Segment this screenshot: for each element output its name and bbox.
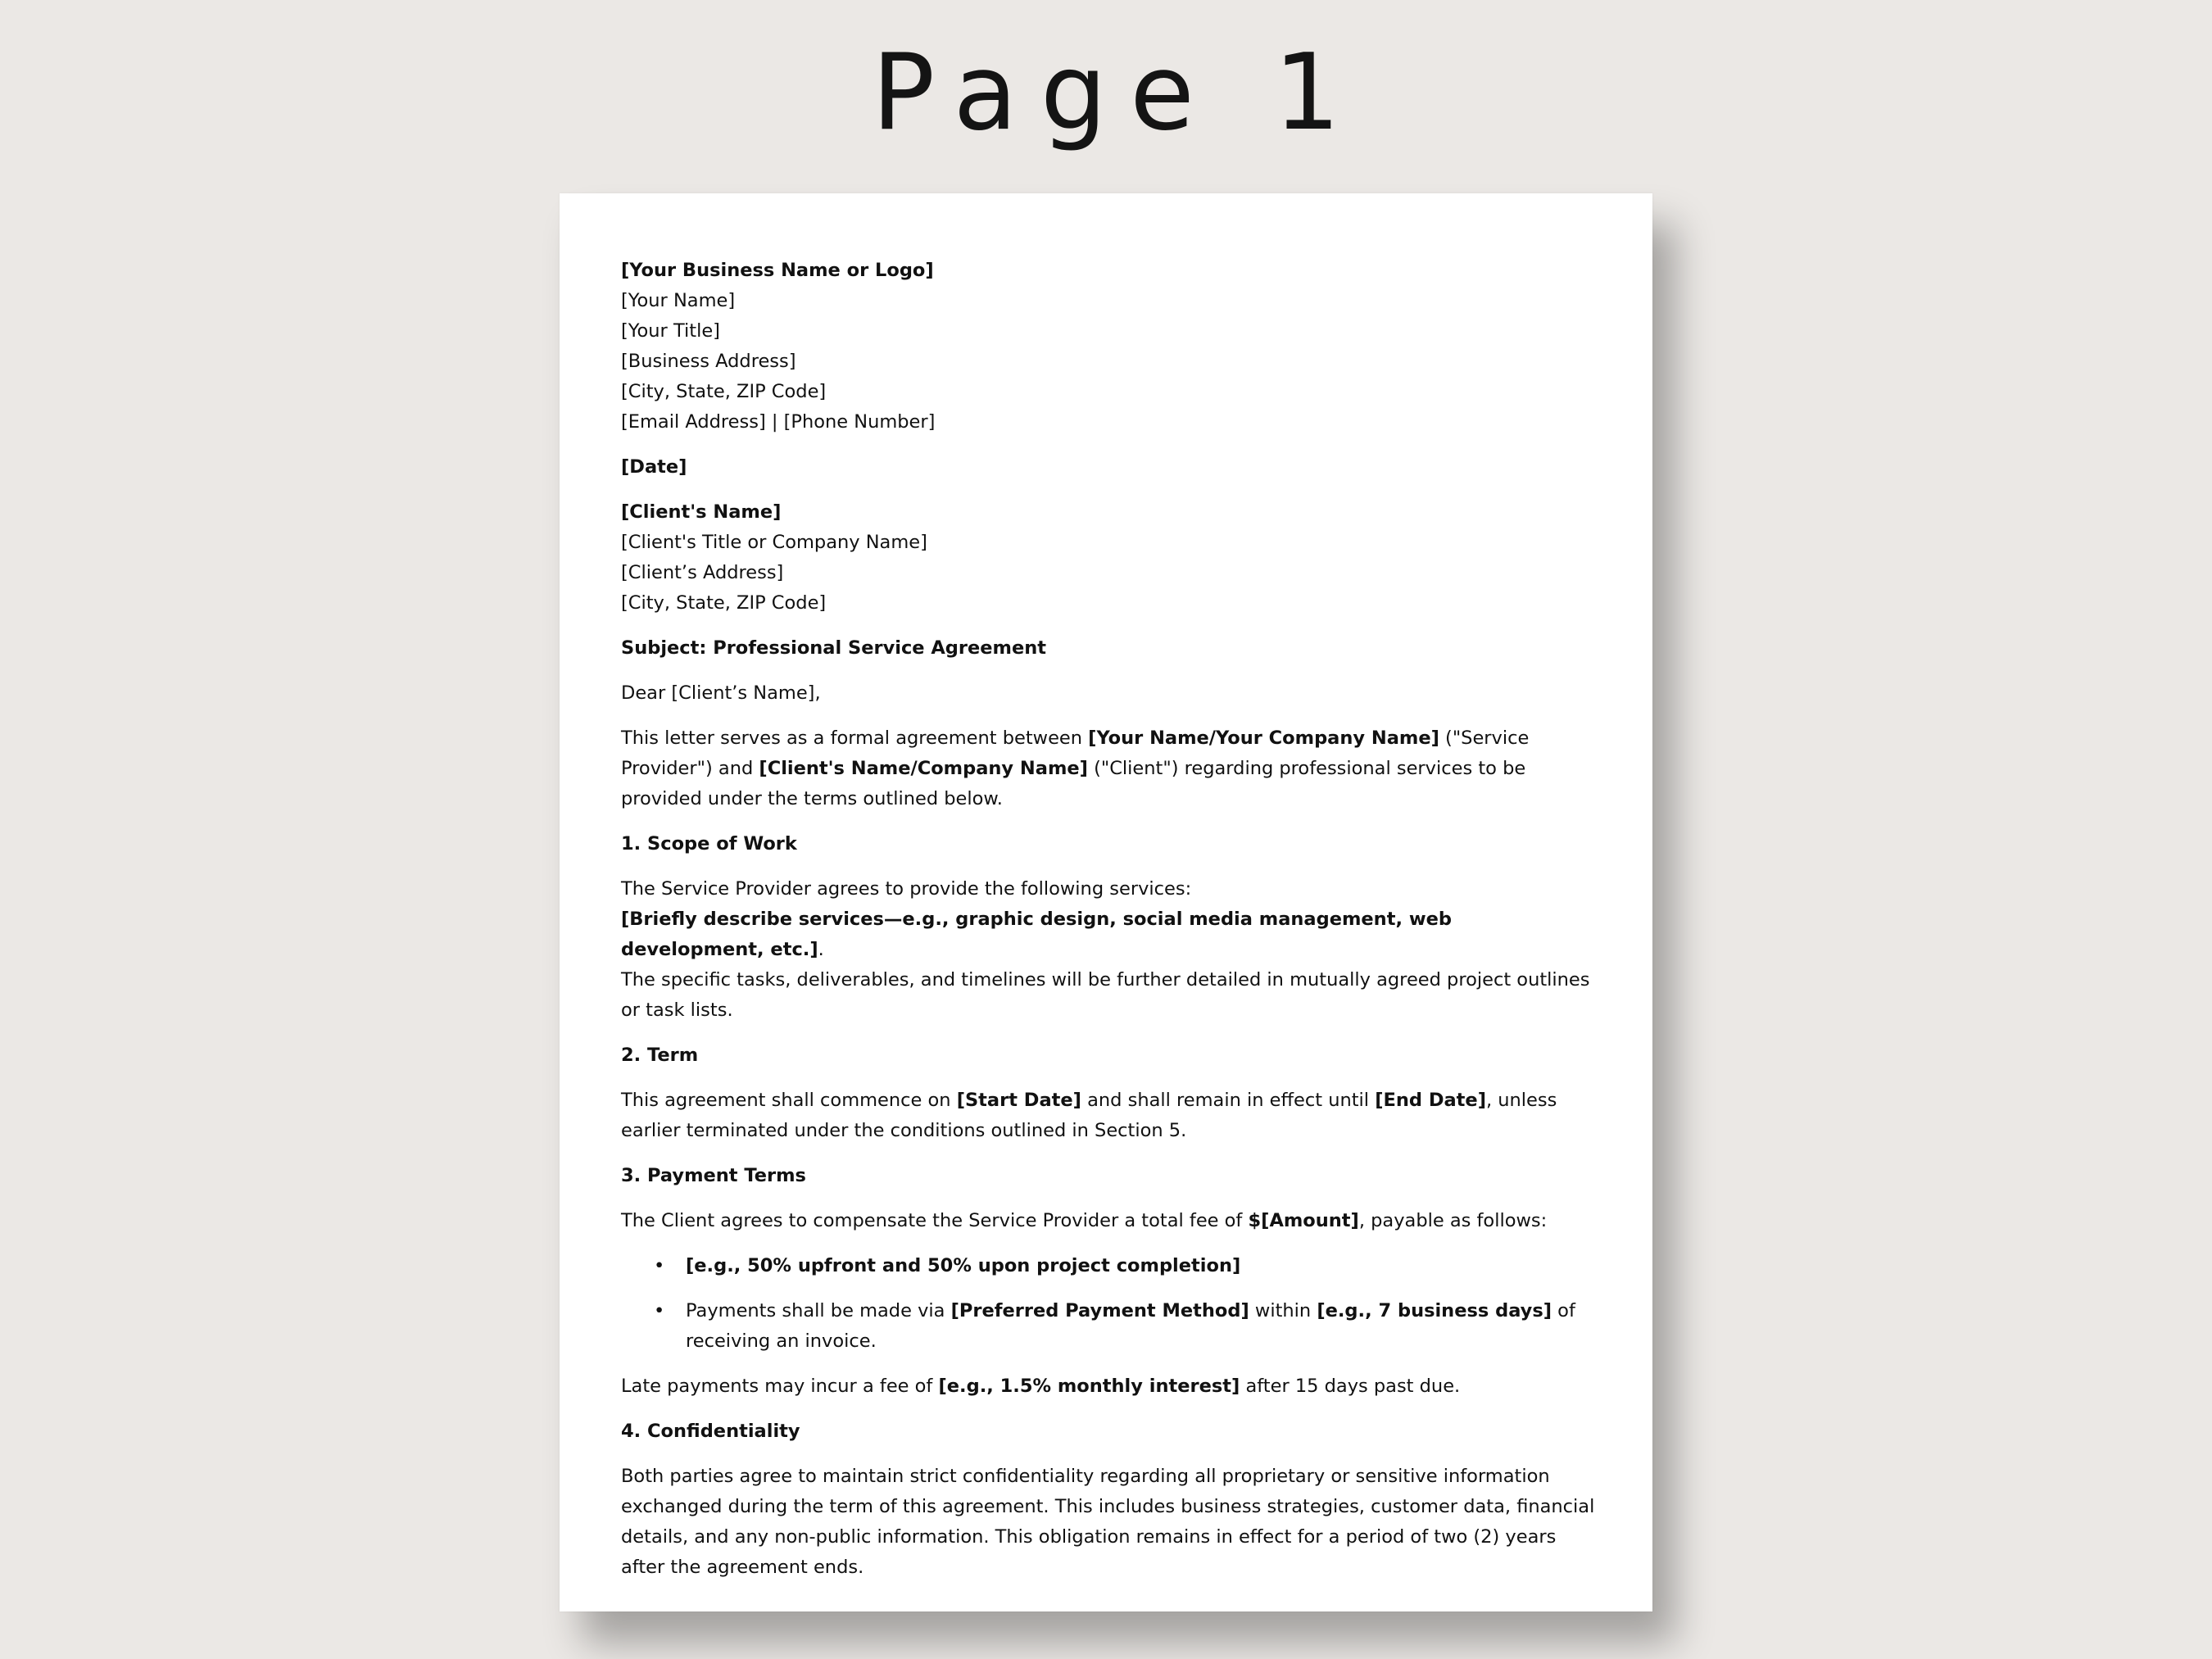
term-paragraph: This agreement shall commence on [Start Date] and shall remain in effect until [End Date], unless earlier terminated under the conditions outlined in Section 5. xyxy=(621,1090,1557,1141)
scope-details: The specific tasks, deliverables, and timelines will be further detailed in mutually agreed project outlines or task lists. xyxy=(621,969,1590,1021)
document-page xyxy=(560,193,1652,1611)
list-item: • [e.g., 50% upfront and 50% upon project completion] xyxy=(621,1251,1595,1281)
section-heading-scope: 1. Scope of Work xyxy=(621,833,797,854)
recipient-title: [Client's Title or Company Name] xyxy=(621,532,927,553)
recipient-address: [Client’s Address] xyxy=(621,562,784,583)
recipient-block xyxy=(621,497,1595,619)
section-heading-term: 2. Term xyxy=(621,1045,699,1066)
subject-line: Subject: Professional Service Agreement xyxy=(621,637,1047,659)
page-title: Page 1 xyxy=(872,32,1363,154)
late-payment-paragraph: Late payments may incur a fee of [e.g., 1.5% monthly interest] after 15 days past due. xyxy=(621,1376,1461,1397)
sender-business: [Your Business Name or Logo] xyxy=(621,260,934,281)
intro-paragraph: This letter serves as a formal agreement between [Your Name/Your Company Name] ("Service Provider") and [Client's Name/Company Name] ("Client") regarding professional services to be provided under the terms outlined below. xyxy=(621,728,1530,809)
sender-name: [Your Name] xyxy=(621,290,736,311)
sender-title: [Your Title] xyxy=(621,320,720,342)
recipient-name: [Client's Name] xyxy=(621,501,782,523)
sender-block xyxy=(621,256,1595,437)
list-item: • Payments shall be made via [Preferred Payment Method] within [e.g., 7 business days] of receiving an invoice. xyxy=(621,1296,1595,1357)
confidentiality-paragraph: Both parties agree to maintain strict confidentiality regarding all proprietary or sensitive information exchanged during the term of this agreement. This includes business strategies, customer data, financial details, and any non-public information. This obligation remains in effect for a period of two (2) years after the agreement ends. xyxy=(621,1466,1595,1578)
sender-address: [Business Address] xyxy=(621,351,796,372)
scope-services: [Briefly describe services—e.g., graphic design, social media management, web development, etc.]. xyxy=(621,909,1452,960)
scope-line: The Service Provider agrees to provide the following services: xyxy=(621,878,1192,900)
payment-paragraph: The Client agrees to compensate the Service Provider a total fee of $[Amount], payable as follows: xyxy=(621,1210,1548,1231)
sender-contact: [Email Address] | [Phone Number] xyxy=(621,411,936,433)
sender-city: [City, State, ZIP Code] xyxy=(621,381,827,402)
section-heading-payment: 3. Payment Terms xyxy=(621,1165,806,1186)
section-heading-confidentiality: 4. Confidentiality xyxy=(621,1421,800,1442)
payment-list xyxy=(621,1251,1595,1357)
recipient-city: [City, State, ZIP Code] xyxy=(621,592,827,614)
scope-paragraph xyxy=(621,874,1595,1026)
bullet-icon: • xyxy=(654,1255,665,1276)
letter-date: [Date] xyxy=(621,456,687,478)
bullet-icon: • xyxy=(654,1300,665,1321)
salutation: Dear [Client’s Name], xyxy=(621,682,821,704)
